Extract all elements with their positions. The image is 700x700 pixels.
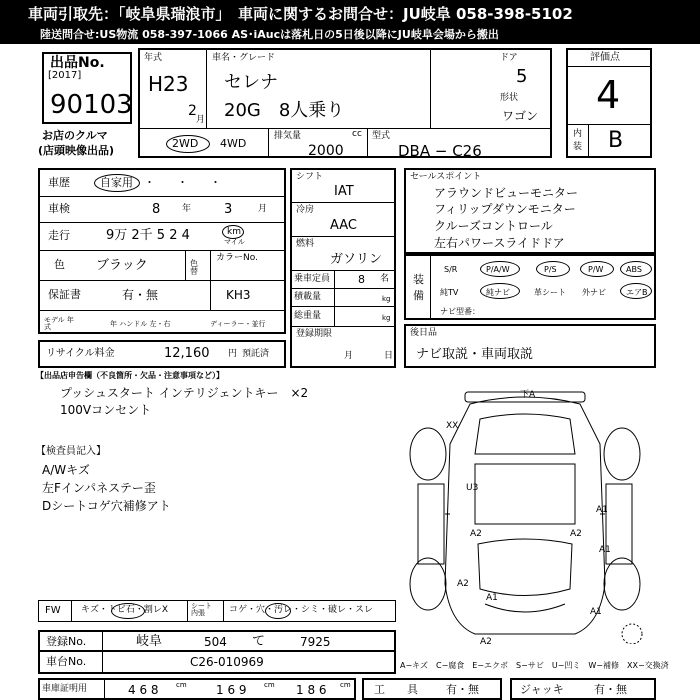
color-no-value: KH3 [226, 288, 251, 302]
dealer-notes-label: 【出品店申告欄（不良箇所・欠品・注意事項など）】 [36, 371, 224, 380]
warranty-value: 有・無 [122, 288, 159, 302]
riders-label: 乗車定員 [294, 274, 331, 284]
chassis-label: 車台No. [46, 655, 87, 668]
diagram-mark-a1-mid: A1 [599, 545, 611, 555]
diagram-mark-a2-rear: A2 [480, 637, 492, 647]
equip-sr: S/R [444, 265, 458, 274]
reg-label: 登録No. [46, 635, 87, 648]
header-bar [0, 0, 700, 44]
cert-row [38, 678, 356, 700]
chassis-row [38, 652, 396, 674]
sales-point-1: アラウンドビューモニター [434, 186, 579, 200]
damage-legend: A−キズ C−腐食 E−エクボ S−サビ U−凹ミ W−補修 XX−交換済 [400, 661, 669, 670]
car-grade: 20G 8人乗り [224, 100, 345, 121]
reg-num: 504 [204, 635, 227, 649]
fw-text: キズ・トビ石・割レX [81, 605, 168, 615]
tools-value: 有・無 [446, 683, 479, 696]
lot-label: 出品No. [50, 55, 105, 71]
diagram-mark-u3: U3 [466, 483, 479, 493]
load-label: 積載量 [294, 292, 322, 302]
shop-line2: (店頭映像出品) [38, 144, 115, 157]
color-change: 色替 [190, 259, 198, 276]
score-label: 評価点 [590, 52, 620, 63]
diagram-mark-a1-rear-right: A1 [590, 607, 602, 617]
month-value: 2 [188, 103, 197, 119]
recycle-note: 預託済 [242, 349, 270, 359]
diagram-mark-a1-rear-left: A1 [486, 593, 498, 603]
displacement-label: 排気量 [274, 131, 302, 141]
year-value: H23 [148, 72, 189, 96]
equip-pw: P/W [588, 265, 604, 274]
inspector-line3: Dシートコゲ穴補修アト [42, 499, 171, 513]
ac-label: 冷房 [296, 205, 315, 215]
equip-airbag: エアB [626, 288, 648, 297]
cert-label: 車庫証明用 [42, 684, 88, 694]
fw-label: FW [45, 605, 61, 616]
expiry-unit2: 日 [384, 351, 394, 361]
mile-label: マイル [224, 238, 245, 246]
jack-row [510, 678, 656, 700]
expiry-unit: 月 [344, 351, 354, 361]
cert-width: 1 6 9 [216, 683, 247, 697]
load-kg: kg [382, 295, 391, 303]
lot-year: [2017] [48, 70, 82, 81]
diagram-mark-a1-right: A1 [596, 505, 608, 515]
history-dots: ・ ・ ・ [144, 176, 221, 189]
warranty-label: 保証書 [48, 288, 81, 301]
expiry-label: 登録期限 [296, 329, 333, 339]
inspector-line2: 左Fインパネステー歪 [42, 481, 156, 495]
year-unit: 年 [182, 204, 192, 214]
header-contact: 車両引取先：「岐阜県瑞浪市」 車両に関するお問合せ：JU岐阜 058-398-5102 [28, 5, 573, 23]
inspection-label: 車検 [48, 202, 70, 215]
riders-unit: 名 [380, 274, 390, 284]
model-change-label: モデル 年式 [44, 316, 74, 331]
inspector-label: 【検査員記入】 [36, 446, 106, 457]
color-no-label: カラーNo. [216, 253, 258, 263]
diagram-mark-front: 下A [520, 390, 536, 400]
fw-row [38, 600, 396, 622]
diagram-mark-xx: XX [446, 421, 459, 431]
sales-point-3: クルーズコントロール [434, 219, 553, 233]
navi-model-label: ナビ型番： [440, 307, 480, 316]
history-label: 車歴 [48, 176, 70, 189]
equipment-box [404, 254, 656, 320]
ac-value: AAC [330, 218, 357, 233]
recycle-amount: 12,160 [164, 346, 210, 361]
fuel-value: ガソリン [330, 252, 383, 267]
shop-line1: お店のクルマ [42, 129, 108, 142]
chassis-value: C26-010969 [190, 655, 264, 669]
shift-label: シフト [296, 172, 324, 182]
interior-label1: 内 [573, 129, 583, 139]
lot-number: 90103 [50, 90, 133, 120]
interior-value: B [608, 128, 624, 153]
recycle-label: リサイクル料金 [46, 348, 115, 359]
km-label: km [227, 227, 241, 237]
car-info-box [138, 48, 552, 158]
reg-row [38, 630, 396, 652]
mileage-value: 9万 2千 5 2 4 [106, 228, 190, 243]
weight-kg: kg [382, 314, 391, 322]
shape-value: ワゴン [502, 109, 539, 123]
month-suffix: 月 [196, 115, 206, 125]
riders-value: 8 [358, 273, 365, 286]
equipment-label2: 備 [413, 289, 424, 302]
mileage-label: 走行 [48, 229, 70, 242]
fuel-label: 燃料 [296, 239, 315, 249]
equipment-label1: 装 [413, 273, 424, 286]
notes-box [404, 324, 656, 368]
weight-label: 総重量 [294, 311, 322, 321]
cc-label: cc [352, 129, 362, 139]
sales-point-2: フィリップダウンモニター [434, 202, 576, 216]
equip-tv: 純TV [440, 288, 459, 297]
diagram-mark-a2-rear-left: A2 [457, 579, 469, 589]
inspection-month: 3 [224, 202, 233, 217]
diagram-mark-a2-right: A2 [570, 529, 582, 539]
tools-row [362, 678, 502, 700]
sales-points-label: セールスポイント [410, 172, 482, 182]
dealer-notes-line2: 100Vコンセント [60, 403, 152, 417]
cert-height: 1 8 6 [296, 683, 327, 697]
equip-paw: P/A/W [486, 265, 510, 274]
cert-cm2: cm [264, 681, 275, 689]
notes-label: 後日品 [410, 328, 438, 338]
year-label: 年式 [144, 53, 163, 63]
equip-navi: 純ナビ [486, 288, 510, 297]
tools-label: 工 具 [374, 683, 418, 696]
recycle-unit: 円 [228, 349, 238, 359]
header-transport: 陸送問合せ:US物流 058-397-1066 AS･iAucは落札日の5日後以降にJU岐阜会場から搬出 [40, 28, 499, 41]
door-label: ドア [500, 53, 518, 63]
model-value: DBA − C26 [398, 142, 482, 160]
seat-text: コゲ・穴・汚レ・シミ・破レ・スレ [229, 605, 374, 615]
reg-serial: 7925 [300, 635, 331, 649]
cert-length: 4 6 8 [128, 683, 159, 697]
equip-ps: P/S [544, 265, 557, 274]
month-unit: 月 [258, 204, 268, 214]
reg-kana: て [252, 634, 266, 649]
color-label: 色 [54, 258, 65, 271]
handle-label: 年 ハンドル 左・右 [110, 320, 171, 328]
reg-place: 岐阜 [136, 634, 163, 649]
diagram-mark-a2-left: A2 [470, 529, 482, 539]
shift-value: IAT [334, 184, 354, 199]
jack-value: 有・無 [594, 683, 627, 696]
model-label: 型式 [372, 131, 391, 141]
drive-4wd: 4WD [220, 137, 247, 150]
shape-label: 形状 [500, 93, 519, 103]
sales-points-box [404, 168, 656, 254]
recycle-box [38, 340, 286, 368]
interior-label2: 装 [573, 142, 583, 152]
score-value: 4 [596, 73, 621, 117]
lot-box [42, 52, 132, 124]
color-value: ブラック [96, 258, 148, 273]
equip-ext-navi: 外ナビ [582, 288, 606, 297]
car-name-label: 車名・グレード [212, 53, 276, 63]
history-value: 自家用 [100, 176, 133, 189]
car-body-diagram [400, 384, 650, 644]
car-name: セレナ [224, 72, 278, 93]
dealer-label: ディーラー・並行 [210, 320, 266, 328]
cert-cm3: cm [340, 681, 351, 689]
inspection-year: 8 [152, 202, 161, 217]
jack-label: ジャッキ [520, 683, 564, 696]
door-value: 5 [516, 66, 528, 87]
score-box [566, 48, 652, 158]
notes-value: ナビ取説・車両取説 [416, 347, 534, 362]
displacement-value: 2000 [308, 143, 344, 159]
dealer-notes-line1: プッシュスタート インテリジェントキー ×2 [60, 386, 309, 400]
spec-box [290, 168, 396, 368]
seat-label: シート 内張 [191, 602, 212, 617]
drive-2wd: 2WD [172, 137, 199, 150]
equip-leather: 革シート [534, 288, 566, 297]
inspector-line1: A/Wキズ [42, 463, 90, 477]
equip-abs: ABS [626, 265, 642, 274]
sales-point-4: 左右パワースライドドア [434, 236, 565, 250]
history-box [38, 168, 286, 334]
cert-cm1: cm [176, 681, 187, 689]
